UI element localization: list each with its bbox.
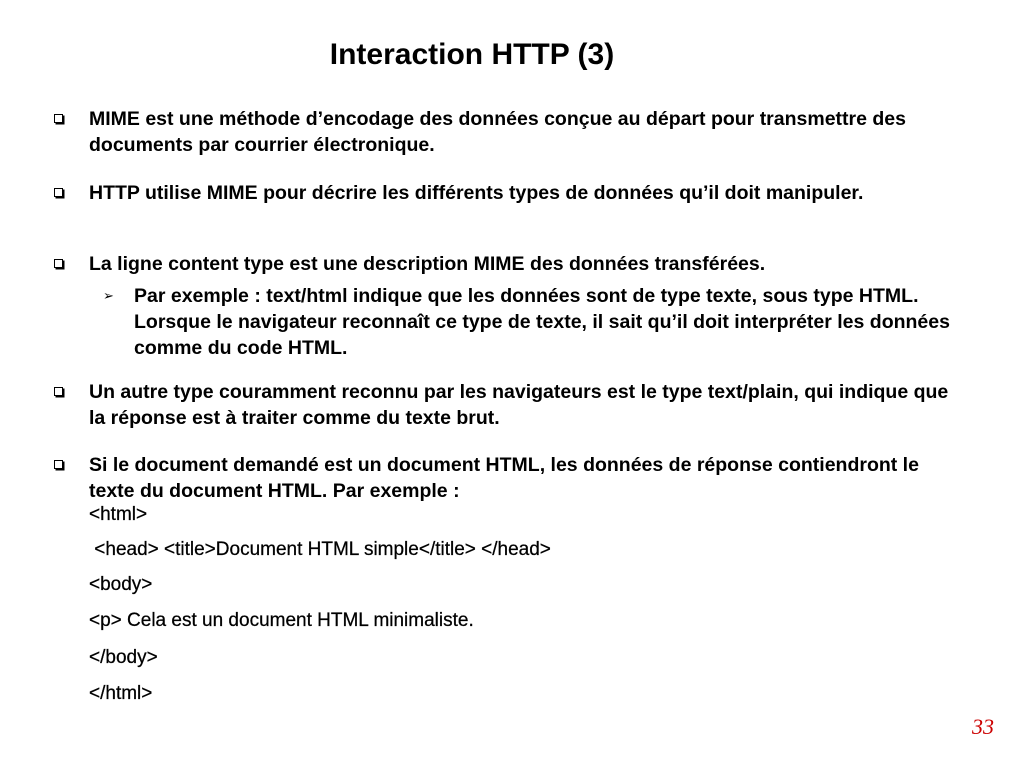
bullet-text: La ligne content type est une description MIME des données transférées. [89,253,766,275]
bullet-text: MIME est une méthode d’encodage des données conçue au départ pour transmettre des documents par courrier électronique. [89,108,907,156]
code-line: <head> <title>Document HTML simple</title> </head> [89,539,551,560]
code-line: <html> [89,504,148,525]
bullet-item-mime [89,106,949,158]
code-line: </html> [89,683,153,704]
hollow-square-bullet-icon [54,460,63,469]
arrowhead-bullet-icon: ➢ [103,288,114,303]
hollow-square-bullet-icon [54,188,63,197]
hollow-square-bullet-icon [54,259,63,268]
bullet-item-text-plain [89,379,949,431]
bullet-text: HTTP utilise MIME pour décrire les différents types de données qu’il doit manipuler. [89,182,864,204]
bullet-item-html-document [89,452,949,504]
bullet-text: Un autre type couramment reconnu par les navigateurs est le type text/plain, qui indique que la réponse est à traiter comme du texte brut. [89,381,949,429]
bullet-item-http-mime [89,180,949,206]
code-line: <p> Cela est un document HTML minimaliste. [89,610,474,631]
sub-bullet-text: Par exemple : text/html indique que les données sont de type texte, sous type HTML. Lorsque le navigateur reconnaît ce type de texte, il sait qu’il doit interpréter les données comme du code HTML. [134,285,950,359]
hollow-square-bullet-icon [54,114,63,123]
bullet-text: Si le document demandé est un document HTML, les données de réponse contiendront le texte du document HTML. Par exemple : [89,454,919,502]
bullet-item-content-type [89,251,949,277]
slide-title: Interaction HTTP (3) [329,38,615,71]
hollow-square-bullet-icon [54,387,63,396]
sub-bullet-item-example [103,283,954,361]
page-number: 33 [972,714,994,739]
code-line: <body> [89,574,153,595]
code-line: </body> [89,647,158,668]
